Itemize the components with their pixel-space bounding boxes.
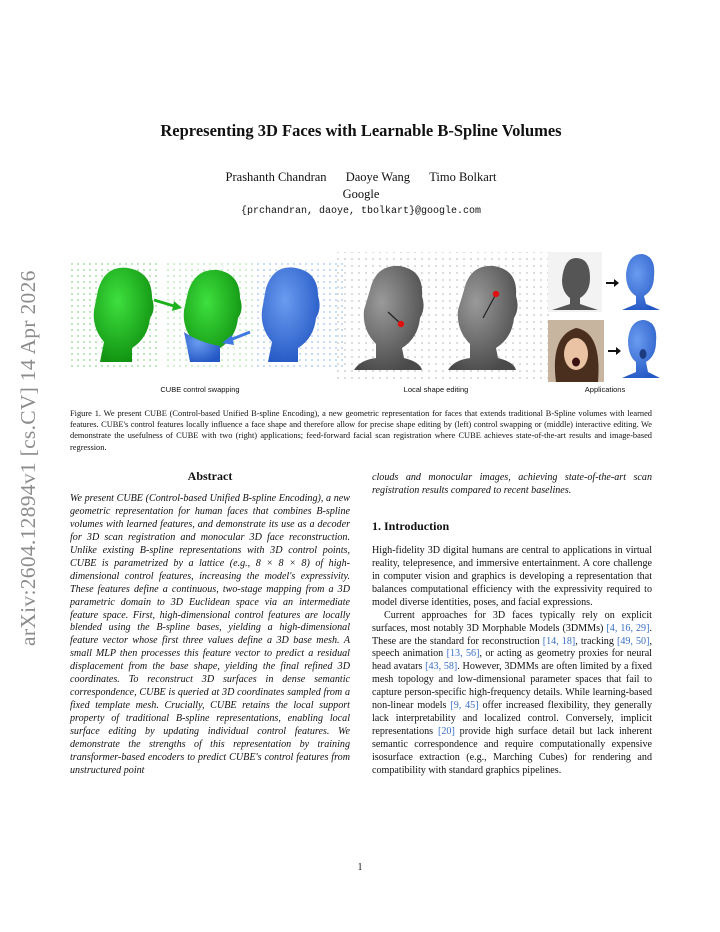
intro-paragraph-1: High-fidelity 3D digital humans are central to applications in virtual reality, telepresence, and immersive entertainment. A core challenge in computer vision and graphics is developing a representation that balances computational efficiency with the expressivity required to model diverse identities, poses, and facial expressions. bbox=[372, 544, 652, 608]
text-run: provide high surface detail but lack inherent semantic correspondence and require computationally expensive isosurface extraction (e.g., Marching Cubes) for rendering and compatibility with standard graphics pipelines. bbox=[372, 726, 653, 777]
paper-title: Representing 3D Faces with Learnable B-Spline Volumes bbox=[160, 121, 562, 140]
author-name: Daoye Wang bbox=[345, 170, 411, 184]
panel-label-applications: Applications bbox=[584, 385, 626, 394]
citation-link[interactable]: [49, 50] bbox=[616, 635, 650, 647]
citation-link[interactable]: [43, 58] bbox=[425, 661, 458, 673]
abstract-heading: Abstract bbox=[187, 469, 233, 483]
abstract-body: We present CUBE (Control-based Unified B-spline Encoding), a new geometric representation for human faces that combines B-spline volumes with learned features, and demonstrate its use as a decoder for 3D scan registration and monocular 3D face reconstruction. Unlike existing B-spline representations with 3D control points, CUBE is parametrized by a lattice (e.g., 8 × 8 × 8) of high-dimensional control features, increasing the model's expressivity. These features define a continuous, two-stage mapping from a 3D parametric domain to 3D Euclidean space via an intermediate feature space. First, high-dimensional control features are locally blended using the B-spline bases, yielding a high-dimensional feature vector whose first three values define a 3D base mesh. A small MLP then processes this feature vector to predict a residual displacement from the base shape, yielding the final refined 3D coordinates. To reconstruct 3D surfaces in dense semantic correspondence, CUBE is queried at 3D coordinates sampled from a fixed template mesh. Crucially, CUBE retains the local support property of traditional B-spline representations, enabling local surface editing by updating individual control features. We demonstrate the strengths of this representation by training transformer-based encoders to predict CUBE's control features from unstructured point bbox=[70, 492, 350, 776]
local-editing-panel bbox=[332, 252, 552, 380]
citation-link[interactable]: [20] bbox=[437, 726, 455, 738]
text-run: offer increased flexibility, they generally lack interpretability and localized control. Conversely, implicit representations bbox=[372, 700, 652, 738]
citation-link[interactable]: [9, 45] bbox=[450, 700, 479, 712]
author-name: Prashanth Chandran bbox=[225, 170, 327, 184]
author-emails: {prchandran, daoye, tbolkart}@google.com bbox=[240, 206, 482, 217]
intro-paragraph-2 bbox=[372, 610, 652, 778]
abstract-continuation: clouds and monocular images, achieving state-of-the-art scan registration results compared to recent baselines. bbox=[372, 472, 652, 496]
control-swapping-panel bbox=[70, 260, 345, 370]
citation-link[interactable]: [14, 18] bbox=[542, 635, 576, 647]
figure-caption: Figure 1. We present CUBE (Control-based Unified B-spline Encoding), a new geometric representation for faces that extends traditional B-Spline volumes with learned features. CUBE's control features locally influence a face shape and therefore allow for precise shape editing by (left) control swapping or (middle) interactive editing. We demonstrate the usefulness of CUBE with two (right) applications; feed-forward facial scan registration where CUBE achieves state-of-the-art results and image-based regression. bbox=[70, 409, 652, 452]
teaser-figure bbox=[70, 250, 660, 398]
author-list bbox=[72, 170, 650, 185]
page-number: 1 bbox=[357, 862, 363, 873]
affiliation: Google bbox=[342, 187, 380, 201]
panel-label-control-swapping: CUBE control swapping bbox=[160, 385, 240, 394]
left-column bbox=[70, 470, 350, 778]
text-run: , or acting as geometry proxies for neural head avatars bbox=[372, 648, 652, 673]
author-name: Timo Bolkart bbox=[429, 170, 497, 184]
citation-link[interactable]: [13, 56] bbox=[446, 648, 480, 660]
text-run: , speech animation bbox=[372, 635, 652, 660]
arxiv-identifier: arXiv:2604.12894v1 [cs.CV] 14 Apr 2026 bbox=[16, 270, 40, 646]
panel-label-local-editing: Local shape editing bbox=[403, 385, 469, 394]
text-run: . However, 3DMMs are often limited by a fixed mesh topology and low-dimensional parameter spaces that fail to capture person-specific high-frequency details. While learning-based non-linear models bbox=[372, 661, 652, 712]
right-column bbox=[372, 472, 652, 778]
section-heading-introduction: 1. Introduction bbox=[372, 518, 450, 533]
text-run: . These are the standard for reconstruction bbox=[372, 622, 652, 647]
applications-panel bbox=[548, 252, 660, 382]
citation-link[interactable]: [4, 16, 29] bbox=[606, 622, 650, 634]
text-run: Current approaches for 3D faces typically rely on explicit surfaces, most notably 3D Morphable Models (3DMMs) bbox=[372, 609, 652, 634]
text-run: , tracking bbox=[575, 635, 617, 647]
